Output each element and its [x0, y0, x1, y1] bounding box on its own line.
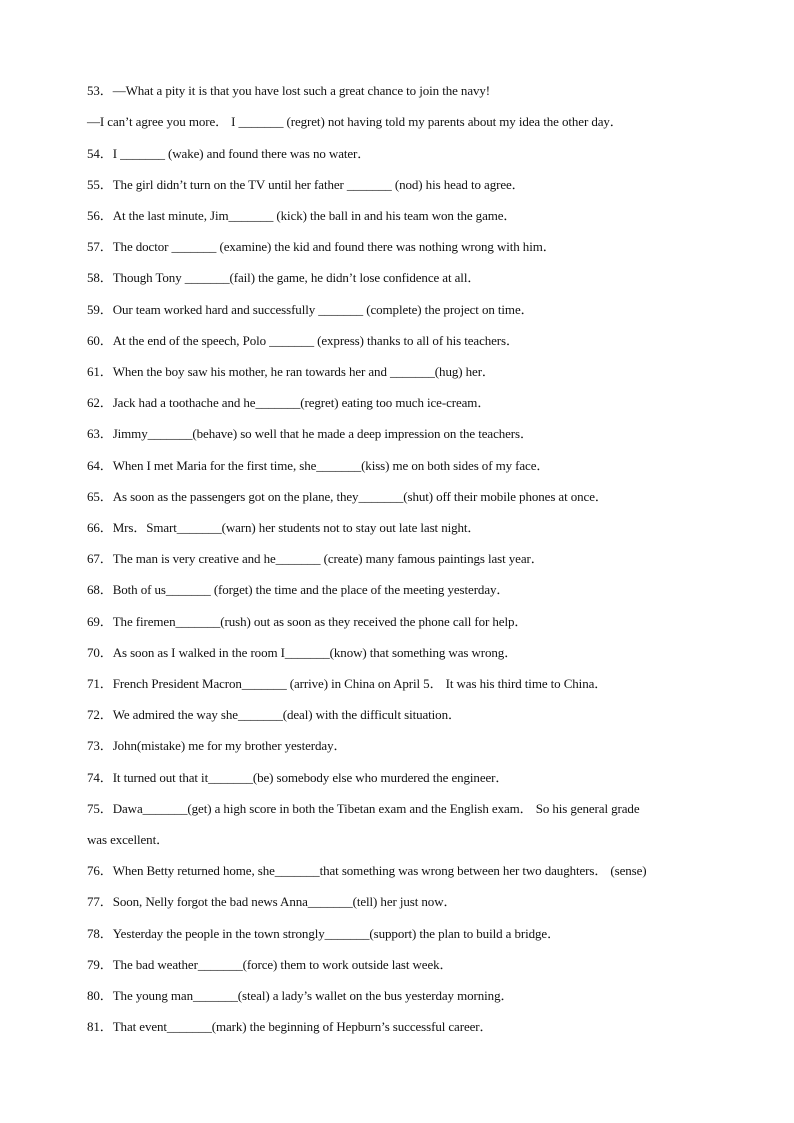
exercise-line: 64．When I met Maria for the first time, she_______(kiss) me on both sides of my face．: [87, 458, 550, 473]
exercise-line: 70．As soon as I walked in the room I_______(know) that something was wrong．: [87, 645, 518, 660]
exercise-line: 54．I _______ (wake) and found there was no water．: [87, 146, 371, 161]
exercise-line: 71．French President Macron_______ (arrive) in China on April 5． It was his third time to China．: [87, 676, 608, 691]
exercise-line: 78．Yesterday the people in the town strongly_______(support) the plan to build a bridge．: [87, 926, 560, 941]
exercise-line: 55．The girl didn’t turn on the TV until her father _______ (nod) his head to agree．: [87, 177, 525, 192]
exercise-line: 57．The doctor _______ (examine) the kid and found there was nothing wrong with him．: [87, 239, 556, 254]
exercise-line: 53．—What a pity it is that you have lost such a great chance to join the navy!: [87, 83, 491, 98]
exercise-line: 59．Our team worked hard and successfully _______ (complete) the project on time．: [87, 302, 534, 317]
exercise-line: 73．John(mistake) me for my brother yesterday．: [87, 738, 347, 753]
exercise-line: 56．At the last minute, Jim_______ (kick) the ball in and his team won the game．: [87, 208, 517, 223]
exercise-line: 63．Jimmy_______(behave) so well that he made a deep impression on the teachers．: [87, 426, 533, 441]
exercise-line: 72．We admired the way she_______(deal) with the difficult situation．: [87, 707, 461, 722]
exercise-line: 68．Both of us_______ (forget) the time and the place of the meeting yesterday．: [87, 582, 510, 597]
exercise-line: —I can’t agree you more． I _______ (regret) not having told my parents about my idea the other day．: [87, 114, 623, 129]
exercise-line: 77．Soon, Nelly forgot the bad news Anna_______(tell) her just now．: [87, 894, 457, 909]
exercise-line: 79．The bad weather_______(force) them to work outside last week．: [87, 957, 453, 972]
exercise-line: 61．When the boy saw his mother, he ran towards her and _______(hug) her．: [87, 364, 495, 379]
exercise-line: 74．It turned out that it_______(be) somebody else who murdered the engineer．: [87, 770, 509, 785]
exercise-line: 60．At the end of the speech, Polo _______ (express) thanks to all of his teachers．: [87, 333, 519, 348]
exercise-line: 66．Mrs．Smart_______(warn) her students not to stay out late last night．: [87, 520, 481, 535]
exercise-line: 58．Though Tony _______(fail) the game, he didn’t lose confidence at all．: [87, 270, 481, 285]
exercise-line: 81．That event_______(mark) the beginning of Hepburn’s successful career．: [87, 1019, 493, 1034]
exercise-line: was excellent．: [87, 832, 169, 847]
exercise-line: 69．The firemen_______(rush) out as soon as they received the phone call for help．: [87, 614, 528, 629]
exercise-line: 67．The man is very creative and he_______ (create) many famous paintings last year．: [87, 551, 544, 566]
exercise-line: 65．As soon as the passengers got on the plane, they_______(shut) off their mobile phones at once．: [87, 489, 608, 504]
exercise-line: 75．Dawa_______(get) a high score in both the Tibetan exam and the English exam． So his general grade: [87, 801, 640, 816]
exercise-line: 76．When Betty returned home, she_______that something was wrong between her two daughters． (sense): [87, 863, 647, 878]
exercise-line: 80．The young man_______(steal) a lady’s wallet on the bus yesterday morning．: [87, 988, 514, 1003]
exercise-line: 62．Jack had a toothache and he_______(regret) eating too much ice-cream．: [87, 395, 491, 410]
